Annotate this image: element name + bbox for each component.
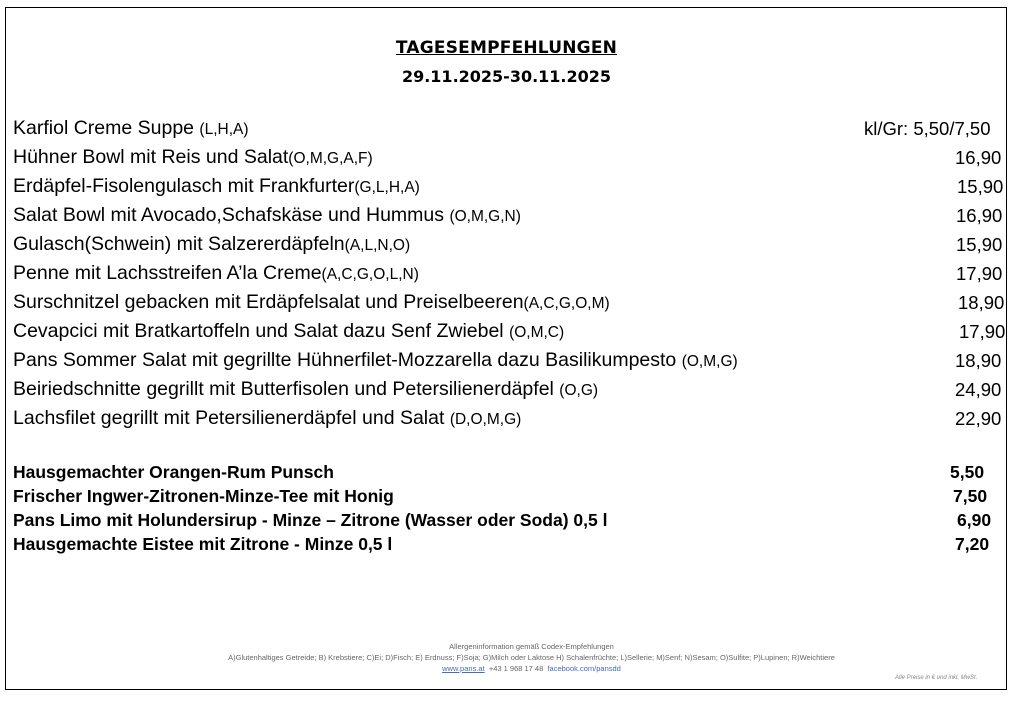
price-note: Alle Preise in € und inkl. MwSt. bbox=[895, 675, 978, 681]
dish-price: 18,90 bbox=[958, 292, 1005, 313]
dish-item: Lachsfilet gegrillt mit Petersilienerdäpfel und Salat (D,O,M,G) bbox=[13, 407, 522, 429]
drink-item: Pans Limo mit Holundersirup - Minze – Zitrone (Wasser oder Soda) 0,5 l bbox=[13, 510, 608, 530]
dish-price: 17,90 bbox=[959, 321, 1006, 342]
phone-number: +43 1 968 17 48 bbox=[488, 664, 544, 673]
dish-price: 24,90 bbox=[955, 379, 1002, 400]
drink-price: 6,90 bbox=[957, 510, 992, 530]
contact-line bbox=[0, 663, 1013, 674]
allergen-codes: (O,M,G,N) bbox=[449, 208, 521, 225]
dish-price: 18,90 bbox=[955, 350, 1002, 371]
dish-item: Cevapcici mit Bratkartoffeln und Salat dazu Senf Zwiebel (O,M,C) bbox=[13, 320, 565, 342]
page-title: TAGESEMPFEHLUNGEN bbox=[395, 38, 618, 58]
dish-price: 15,90 bbox=[956, 234, 1003, 255]
allergen-info-title: Allergeninformation gemäß Codex-Empfehlungen bbox=[449, 642, 614, 651]
allergen-codes: (O,M,G,A,F) bbox=[288, 150, 373, 167]
dish-price: 17,90 bbox=[956, 263, 1003, 284]
allergen-codes: (L,H,A) bbox=[199, 121, 249, 138]
dish-price: 16,90 bbox=[956, 205, 1003, 226]
dish-price: kl/Gr: 5,50/7,50 bbox=[864, 118, 991, 139]
dish-item: Salat Bowl mit Avocado,Schafskäse und Hummus (O,M,G,N) bbox=[13, 204, 521, 226]
drink-price: 7,50 bbox=[953, 486, 988, 506]
allergen-codes: (D,O,M,G) bbox=[449, 411, 522, 428]
dish-price: 22,90 bbox=[955, 408, 1002, 429]
dish-item: Karfiol Creme Suppe (L,H,A) bbox=[13, 117, 249, 139]
dish-item: Hühner Bowl mit Reis und Salat(O,M,G,A,F) bbox=[13, 146, 373, 168]
dish-price: 16,90 bbox=[955, 147, 1002, 168]
dish-item: Beiriedschnitte gegrillt mit Butterfisolen und Petersilienerdäpfel (O,G) bbox=[13, 378, 599, 400]
allergen-codes: (A,C,G,O,M) bbox=[523, 295, 610, 312]
drink-price: 7,20 bbox=[955, 534, 990, 554]
dish-item: Surschnitzel gebacken mit Erdäpfelsalat und Preiselbeeren(A,C,G,O,M) bbox=[13, 291, 610, 313]
dish-item: Penne mit Lachsstreifen A’la Creme(A,C,G,O,L,N) bbox=[13, 262, 419, 284]
drink-price: 5,50 bbox=[950, 462, 985, 482]
dish-item: Pans Sommer Salat mit gegrillte Hühnerfilet-Mozzarella dazu Basilikumpesto (O,M,G) bbox=[13, 349, 738, 371]
dish-price: 15,90 bbox=[957, 176, 1004, 197]
allergen-codes: (G,L,H,A) bbox=[354, 179, 420, 196]
date-range: 29.11.2025-30.11.2025 bbox=[401, 67, 612, 86]
allergen-codes: (O,G) bbox=[559, 382, 599, 399]
dish-item: Erdäpfel-Fisolengulasch mit Frankfurter(G,L,H,A) bbox=[13, 175, 420, 197]
website-link[interactable]: www.pans.at bbox=[442, 664, 485, 673]
allergen-codes: (A,C,G,O,L,N) bbox=[321, 266, 419, 283]
drink-item: Hausgemachte Eistee mit Zitrone - Minze 0,5 l bbox=[13, 534, 393, 554]
dish-item: Gulasch(Schwein) mit Salzererdäpfeln(A,L,N,O) bbox=[13, 233, 411, 255]
allergen-codes: (O,M,C) bbox=[509, 324, 565, 341]
drink-item: Frischer Ingwer-Zitronen-Minze-Tee mit Honig bbox=[13, 486, 394, 506]
drink-item: Hausgemachter Orangen-Rum Punsch bbox=[13, 462, 334, 482]
facebook-link[interactable]: facebook.com/pansdd bbox=[547, 664, 621, 673]
allergen-legend: A)Glutenhaltiges Getreide; B) Krebstiere; C)Ei; D)Fisch; E) Erdnuss; F)Soja; G)Milch oder Laktose H) Schalenfrüchte; L)Sellerie; M)Senf; N)Sesam; O)Sulfite; P)Lupinen; R)Weichtiere bbox=[228, 653, 835, 662]
allergen-codes: (O,M,G) bbox=[681, 353, 738, 370]
allergen-codes: (A,L,N,O) bbox=[344, 237, 411, 254]
